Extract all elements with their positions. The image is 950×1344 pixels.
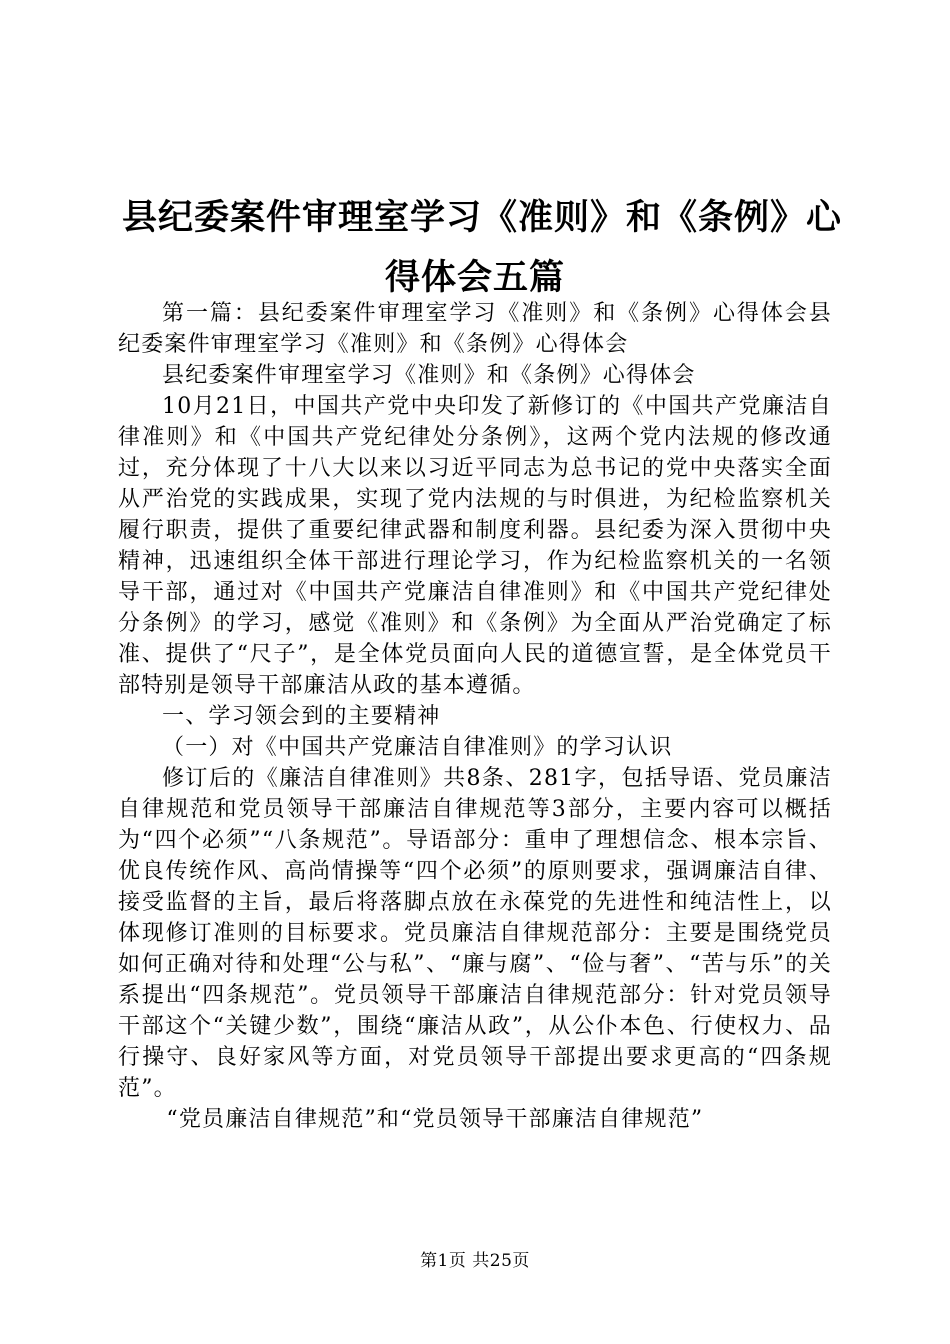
- section-heading: 一、学习领会到的主要精神: [162, 704, 441, 729]
- page-footer: 第1页 共25页: [420, 1251, 530, 1271]
- subsection-heading: （一）对《中国共产党廉洁自律准则》的学习认识: [162, 735, 673, 760]
- paragraph-continuation: “党员廉洁自律规范”和“党员领导干部廉洁自律规范”: [166, 1107, 704, 1132]
- paragraph-main: 10月21日，中国共产党中央印发了新修订的《中国共产党廉洁自律准则》和《中国共产党纪律处分条例》，这两个党内法规的修改通过，充分体现了十八大以来以习近平同志为总书记的党中央落实全面从严治党的实践成果，实现了党内法规的与时俱进，为纪检监察机关履行职责，提供了重要纪律武器和制度利器。县纪委为深入贯彻中央精神，迅速组织全体干部进行理论学习，作为纪检监察机关的一名领导干部，通过对《中国共产党廉洁自律准则》和《中国共产党纪律处分条例》的学习，感觉《准则》和《条例》为全面从严治党确定了标准、提供了“尺子”，是全体党员面向人民的道德宣誓，是全体党员干部特别是领导干部廉洁从政的基本遵循。: [118, 394, 832, 698]
- document-title-line-2: 得体会五篇: [384, 258, 565, 298]
- document-body: [118, 298, 832, 1135]
- paragraph-intro: 第一篇：县纪委案件审理室学习《准则》和《条例》心得体会县纪委案件审理室学习《准则》和《条例》心得体会: [118, 301, 832, 357]
- paragraph-subtitle: 县纪委案件审理室学习《准则》和《条例》心得体会: [162, 363, 696, 388]
- paragraph-standards: 修订后的《廉洁自律准则》共8条、281字，包括导语、党员廉洁自律规范和党员领导干部廉洁自律规范等3部分，主要内容可以概括为“四个必须”“八条规范”。导语部分：重申了理想信念、根本宗旨、优良传统作风、高尚情操等“四个必须”的原则要求，强调廉洁自律、接受监督的主旨，最后将落脚点放在永葆党的先进性和纯洁性上，以体现修订准则的目标要求。党员廉洁自律规范部分：主要是围绕党员如何正确对待和处理“公与私”、“廉与腐”、“俭与奢”、“苦与乐”的关系提出“四条规范”。党员领导干部廉洁自律规范部分：针对党员领导干部这个“关键少数”，围绕“廉洁从政”，从公仆本色、行使权力、品行操守、良好家风等方面，对党员领导干部提出要求更高的“四条规范”。: [118, 766, 832, 1101]
- document-title-line-1: 县纪委案件审理室学习《准则》和《条例》心: [122, 198, 843, 238]
